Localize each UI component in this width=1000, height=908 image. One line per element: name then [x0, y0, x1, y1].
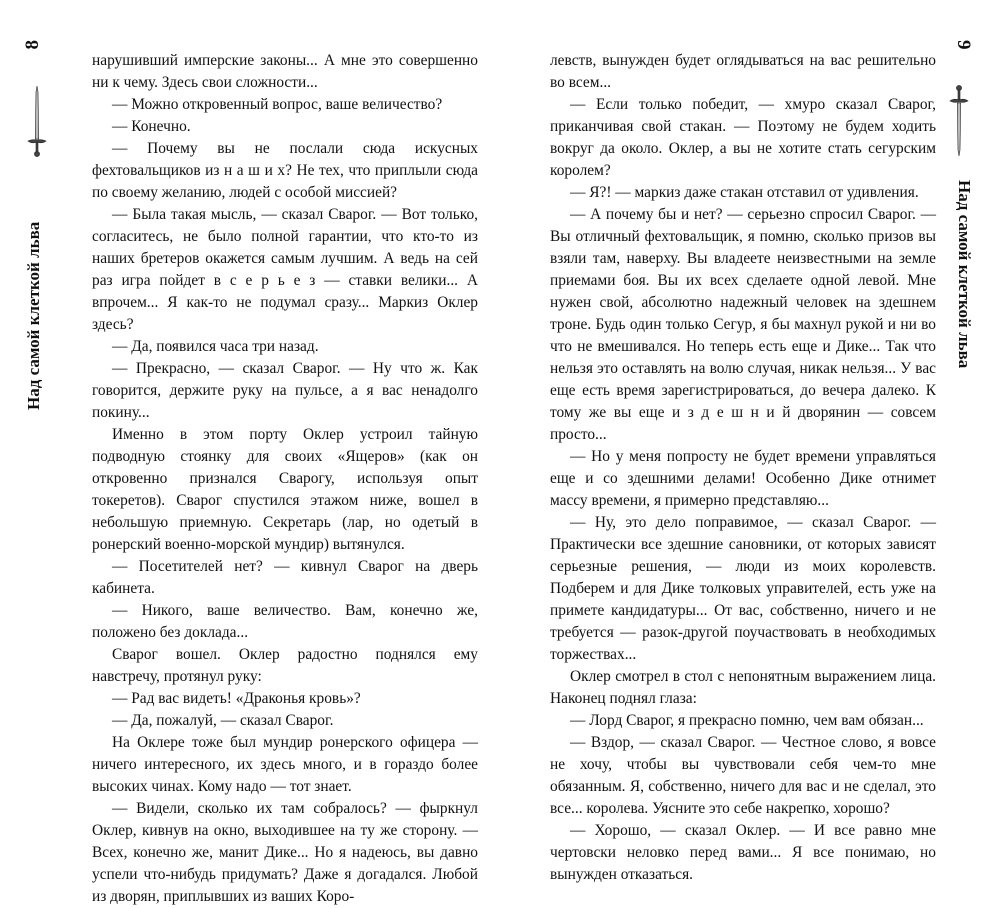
paragraph: — Прекрасно, — сказал Сварог. — Ну что ж. Как говорится, держите руку на пульсе, а я вас ненадолго покину...	[92, 360, 478, 421]
paragraph: — Ну, это дело поправимое, — сказал Сварог. — Практически все здешние сановники, от которых зависят серьезные решения, — люди из моих королевств. Подберем и для Дике толковых управителей, есть уже на примете кандидатуры... От вас, собственно, ничего и не требуется — разок-другой поучаствовать в необходимых торжествах...	[550, 514, 936, 663]
paragraph: — Лорд Сварог, я прекрасно помню, чем вам обязан...	[570, 712, 924, 729]
paragraph: — Но у меня попросту не будет времени управляться еще и со здешними делами! Особенно Дике отнимет массу времени, я примерно представляю...	[550, 448, 936, 509]
paragraph: — Да, пожалуй, — сказал Сварог.	[112, 712, 334, 729]
paragraph: — Никого, ваше величество. Вам, конечно же, положено без доклада...	[92, 602, 478, 641]
paragraph: — Вздор, — сказал Сварог. — Честное слово, я вовсе не хочу, чтобы вы чувствовали себя чем-то мне обязанным. Я, собственно, ничего для вас и не сделал, это все... королева. Уясните это себе накрепко, хорошо?	[550, 734, 936, 817]
paragraph: — Да, появился часа три назад.	[112, 338, 319, 355]
paragraph: На Оклере тоже был мундир ронерского офицера — ничего интересного, их здесь много, и в гораздо более высоких чинах. Кому надо — тот знает.	[92, 734, 478, 795]
sword-ornament-icon	[948, 84, 970, 158]
paragraph: — Если только победит, — хмуро сказал Сварог, приканчивая свой стакан. — Поэтому не будем ходить вокруг да около. Оклер, а вы не хотите стать сегурским королем?	[550, 96, 936, 179]
left-running-head	[18, 40, 58, 700]
paragraph: — Конечно.	[112, 118, 191, 135]
left-running-title: Над самой клеткой льва	[24, 221, 43, 410]
right-page-number: 9	[953, 40, 974, 50]
paragraph: левств, вынужден будет оглядываться на вас решительно во всем...	[550, 52, 936, 91]
paragraph: Оклер смотрел в стол с непонятным выражением лица. Наконец поднял глаза:	[550, 668, 936, 707]
paragraph: — А почему бы и нет? — серьезно спросил Сварог. — Вы отличный фехтовальщик, я помню, сколько призов вы взяли там, наверху. Вы владеете неизвестными на земле приемами боя. Вы их всех сделаете одной левой. Мне нужен свой, абсолютно надежный человек на здешнем троне. Будь один только Сегур, я бы махнул рукой и ни во что не вмешивался. Но теперь есть еще и Дике... Так что нельзя это оставлять на волю случая, никак нельзя... У вас еще есть время зарегистрироваться, до вечера далеко. К тому же вы еще и з д е ш н и й дворянин — совсем просто...	[550, 206, 936, 443]
paragraph: — Рад вас видеть! «Драконья кровь»?	[112, 690, 361, 707]
paragraph: Сварог вошел. Оклер радостно поднялся ему навстречу, протянул руку:	[92, 646, 478, 685]
left-page-number: 8	[22, 40, 43, 50]
paragraph: нарушивший имперские законы... А мне это совершенно ни к чему. Здесь свои сложности...	[92, 52, 478, 91]
paragraph: — Посетителей нет? — кивнул Сварог на дверь кабинета.	[92, 558, 478, 597]
paragraph: — Почему вы не послали сюда искусных фехтовальщиков из н а ш и х? Не тех, что приплыли сюда по своему желанию, людей с особой миссией?	[92, 140, 478, 201]
sword-ornament-icon	[26, 84, 48, 158]
paragraph: — Можно откровенный вопрос, ваше величество?	[112, 96, 443, 113]
left-page-text	[92, 50, 478, 908]
paragraph: — Видели, сколько их там собралось? — фыркнул Оклер, кивнув на окно, выходившее на ту же сторону. — Всех, конечно же, манит Дике... Но я надеюсь, вы давно успели что-нибудь придумать? Даже я догадался. Любой из дворян, приплывших из ваших Коро-	[92, 800, 478, 905]
paragraph: — Я?! — маркиз даже стакан отставил от удивления.	[570, 184, 919, 201]
right-page	[500, 0, 1000, 883]
left-page	[0, 0, 500, 905]
right-running-head	[940, 40, 980, 700]
paragraph: — Была такая мысль, — сказал Сварог. — Вот только, согласитесь, не было полной гарантии, что кто-то из наших бретеров окажется самым лучшим. А ведь на сей раз игра пойдет в с е р ь е з — ставки велики... А впрочем... Я как-то не подумал сразу... Маркиз Оклер здесь?	[92, 206, 478, 333]
paragraph: Именно в этом порту Оклер устроил тайную подводную стоянку для своих «Ящеров» (как он откровенно признался Сварогу, используя опыт токеретов). Сварог спустился этажом ниже, вошел в небольшую приемную. Секретарь (лар, но одетый в ронерский военно-морской мундир) вытянулся.	[92, 426, 478, 553]
paragraph: — Хорошо, — сказал Оклер. — И все равно мне чертовски неловко перед вами... Я все понимаю, но вынужден отказаться.	[550, 822, 936, 883]
right-running-title: Над самой клеткой льва	[955, 180, 974, 369]
right-page-text	[550, 50, 936, 886]
